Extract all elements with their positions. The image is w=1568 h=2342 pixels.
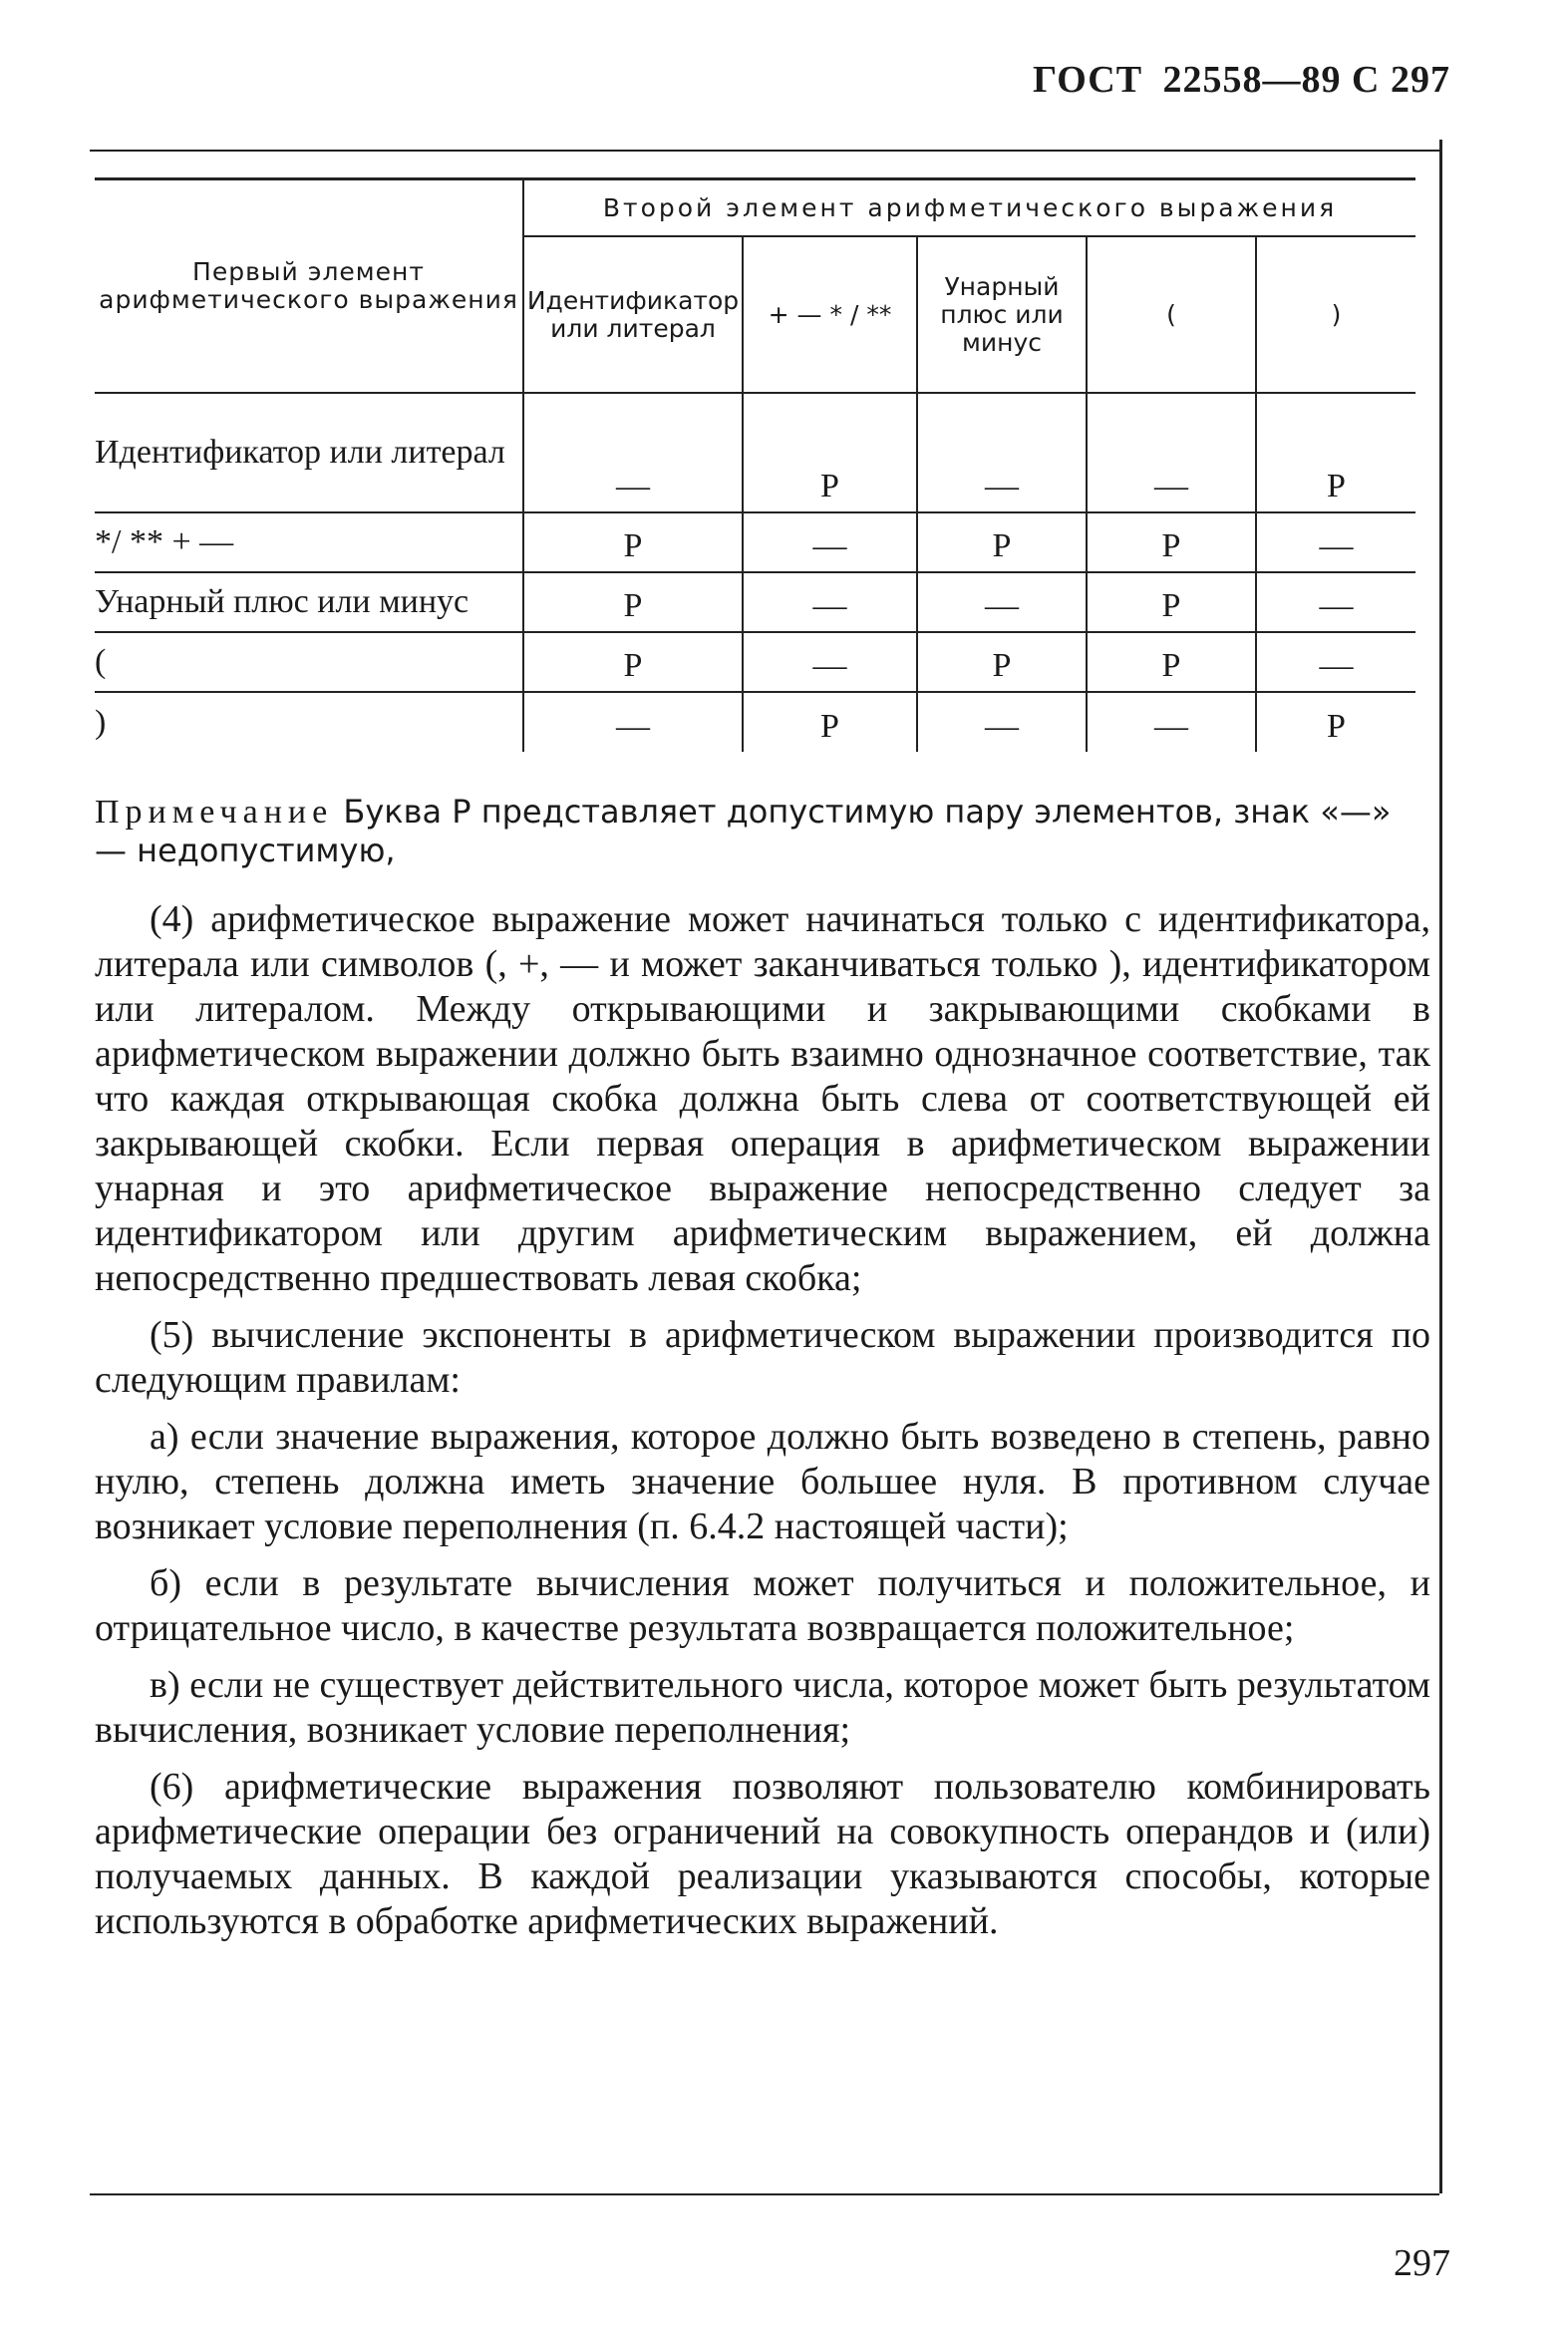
paragraph: (5) вычисление экспоненты в арифметическом выражении производится по следующим правилам: [95, 1314, 1430, 1401]
second-element-header: Второй элемент арифметического выражения [523, 179, 1415, 237]
row-label: */ ** + — [95, 512, 523, 572]
table-cell: P [743, 692, 917, 752]
table-cell: P [523, 632, 743, 692]
table-cell: P [1087, 572, 1256, 632]
table-cell: — [917, 692, 1087, 752]
column-header: ) [1256, 236, 1415, 393]
bottom-rule [90, 2193, 1439, 2195]
note-lead: Примечание [95, 794, 334, 831]
table-cell: — [1256, 632, 1415, 692]
table-cell: P [1256, 692, 1415, 752]
column-header: + — * / ** [743, 236, 917, 393]
table-row [95, 512, 1415, 572]
table-row [95, 572, 1415, 632]
table-note [95, 793, 1430, 869]
paragraph: (6) арифметические выражения позволяют пользователю комбинировать арифметические операции без ограничений на совокупность операндов и (или) получаемых данных. В каждой реализации указываются способы, которые используются в обработке арифметических выражений. [95, 1766, 1430, 1942]
row-label: Идентификатор или литерал [95, 393, 523, 512]
paragraph: в) если не существует действительного числа, которое может быть результатом вычисления, возникает условие переполнения; [95, 1664, 1430, 1751]
paragraph: б) если в результате вычисления может получиться и положительное, и отрицательное число, в качестве результата возвращается положительное; [95, 1562, 1430, 1649]
page-number: 297 [1394, 2242, 1450, 2284]
column-header: Унарный плюс или минус [917, 236, 1087, 393]
table-cell: — [743, 512, 917, 572]
paragraph: а) если значение выражения, которое должно быть возведено в степень, равно нулю, степень должна иметь значение большее нуля. В противном случае возникает условие переполнения (п. 6.4.2 настоящей части); [95, 1416, 1430, 1547]
pairs-table [95, 177, 1415, 752]
header-title: ГОСТ [1033, 59, 1143, 101]
row-label: Унарный плюс или минус [95, 572, 523, 632]
table-cell: — [523, 692, 743, 752]
table-cell: — [1087, 393, 1256, 512]
table-cell: — [1256, 512, 1415, 572]
page-header [1033, 58, 1450, 102]
note-text: Буква P представляет допустимую пару элементов, знак «—» — недопустимую, [95, 793, 1392, 869]
table-cell: P [917, 512, 1087, 572]
table-cell: P [917, 632, 1087, 692]
table-cell: P [1087, 512, 1256, 572]
first-element-header: Первый элемент арифметического выражения [95, 179, 523, 394]
table-cell: — [1256, 572, 1415, 632]
table-cell: P [523, 572, 743, 632]
table-cell: — [743, 632, 917, 692]
table-cell: P [1087, 632, 1256, 692]
table-row [95, 632, 1415, 692]
top-rule [90, 150, 1439, 152]
paragraph: (4) арифметическое выражение может начинаться только с идентификатора, литерала или символов (, +, — и может заканчиваться только ), идентификатором или литералом. Между открывающими и закрывающими скобками в арифметическом выражении должно быть взаимно однозначное соответствие, так что каждая открывающая скобка должна быть слева от соответствующей ей закрывающей скобки. Если первая операция в арифметическом выражении унарная и это арифметическое выражение непосредственно следует за идентификатором или другим арифметическим выражением, ей должна непосредственно предшествовать левая скобка; [95, 898, 1430, 1299]
body-text [95, 897, 1430, 1956]
header-standard: 22558—89 [1162, 59, 1342, 101]
table-cell: — [917, 572, 1087, 632]
table-cell: P [743, 393, 917, 512]
column-header: ( [1087, 236, 1256, 393]
header-page-ref: С 297 [1352, 59, 1450, 101]
table-row [95, 393, 1415, 512]
right-margin-rule [1439, 140, 1442, 2193]
column-header: Идентификатор или литерал [523, 236, 743, 393]
table-cell: P [523, 512, 743, 572]
table-cell: — [917, 393, 1087, 512]
table-cell: — [523, 393, 743, 512]
table-cell: — [1087, 692, 1256, 752]
row-label: ) [95, 703, 107, 741]
table-row [95, 692, 1415, 752]
table-cell: — [743, 572, 917, 632]
table-cell: P [1256, 393, 1415, 512]
row-label: ( [95, 632, 523, 692]
